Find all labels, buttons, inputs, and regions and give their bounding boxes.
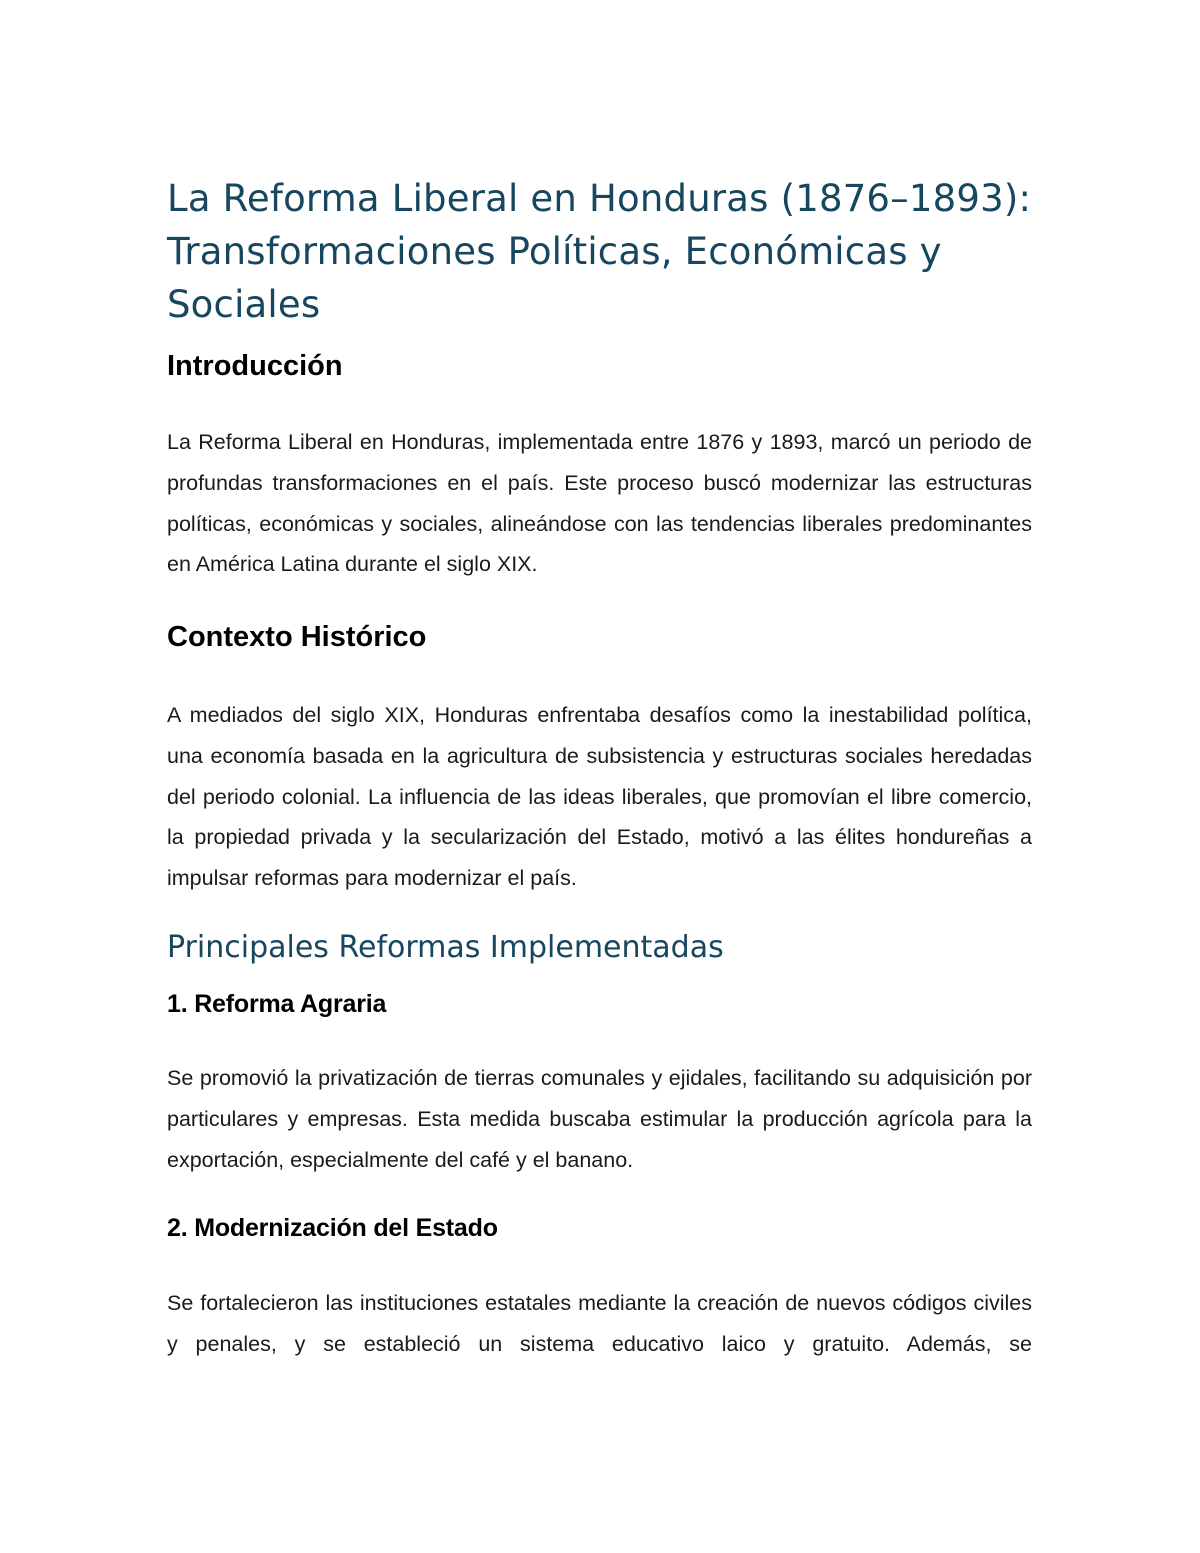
- heading-contexto-historico: Contexto Histórico: [167, 621, 427, 653]
- paragraph-introduccion: La Reforma Liberal en Honduras, implementada entre 1876 y 1893, marcó un periodo de profundas transformaciones en el país. Este proceso buscó modernizar las estructuras políticas, económicas y sociales, alineándose con las tendencias liberales predominantes en América Latina durante el siglo XIX.: [167, 430, 1032, 577]
- paragraph-contexto-historico: A mediados del siglo XIX, Honduras enfrentaba desafíos como la inestabilidad política, una economía basada en la agricultura de subsistencia y estructuras sociales heredadas del periodo colonial. La influencia de las ideas liberales, que promovían el libre comercio, la propiedad privada y la secularización del Estado, motivó a las élites hondureñas a impulsar reformas para modernizar el país.: [167, 703, 1032, 891]
- document-title: La Reforma Liberal en Honduras (1876–1893): Transformaciones Políticas, Económicas y Sociales: [167, 177, 1032, 326]
- heading-modernizacion-estado: 2. Modernización del Estado: [167, 1214, 498, 1242]
- heading-principales-reformas: Principales Reformas Implementadas: [167, 930, 724, 965]
- heading-introduccion: Introducción: [167, 350, 343, 382]
- paragraph-reforma-agraria: Se promovió la privatización de tierras comunales y ejidales, facilitando su adquisición por particulares y empresas. Esta medida buscaba estimular la producción agrícola para la exportación, especialmente del café y el banano.: [167, 1066, 1032, 1172]
- paragraph-modernizacion-estado: Se fortalecieron las instituciones estatales mediante la creación de nuevos códigos civiles y penales, y se estableció un sistema educativo laico y gratuito. Además, se: [167, 1291, 1032, 1356]
- heading-reforma-agraria: 1. Reforma Agraria: [167, 990, 387, 1018]
